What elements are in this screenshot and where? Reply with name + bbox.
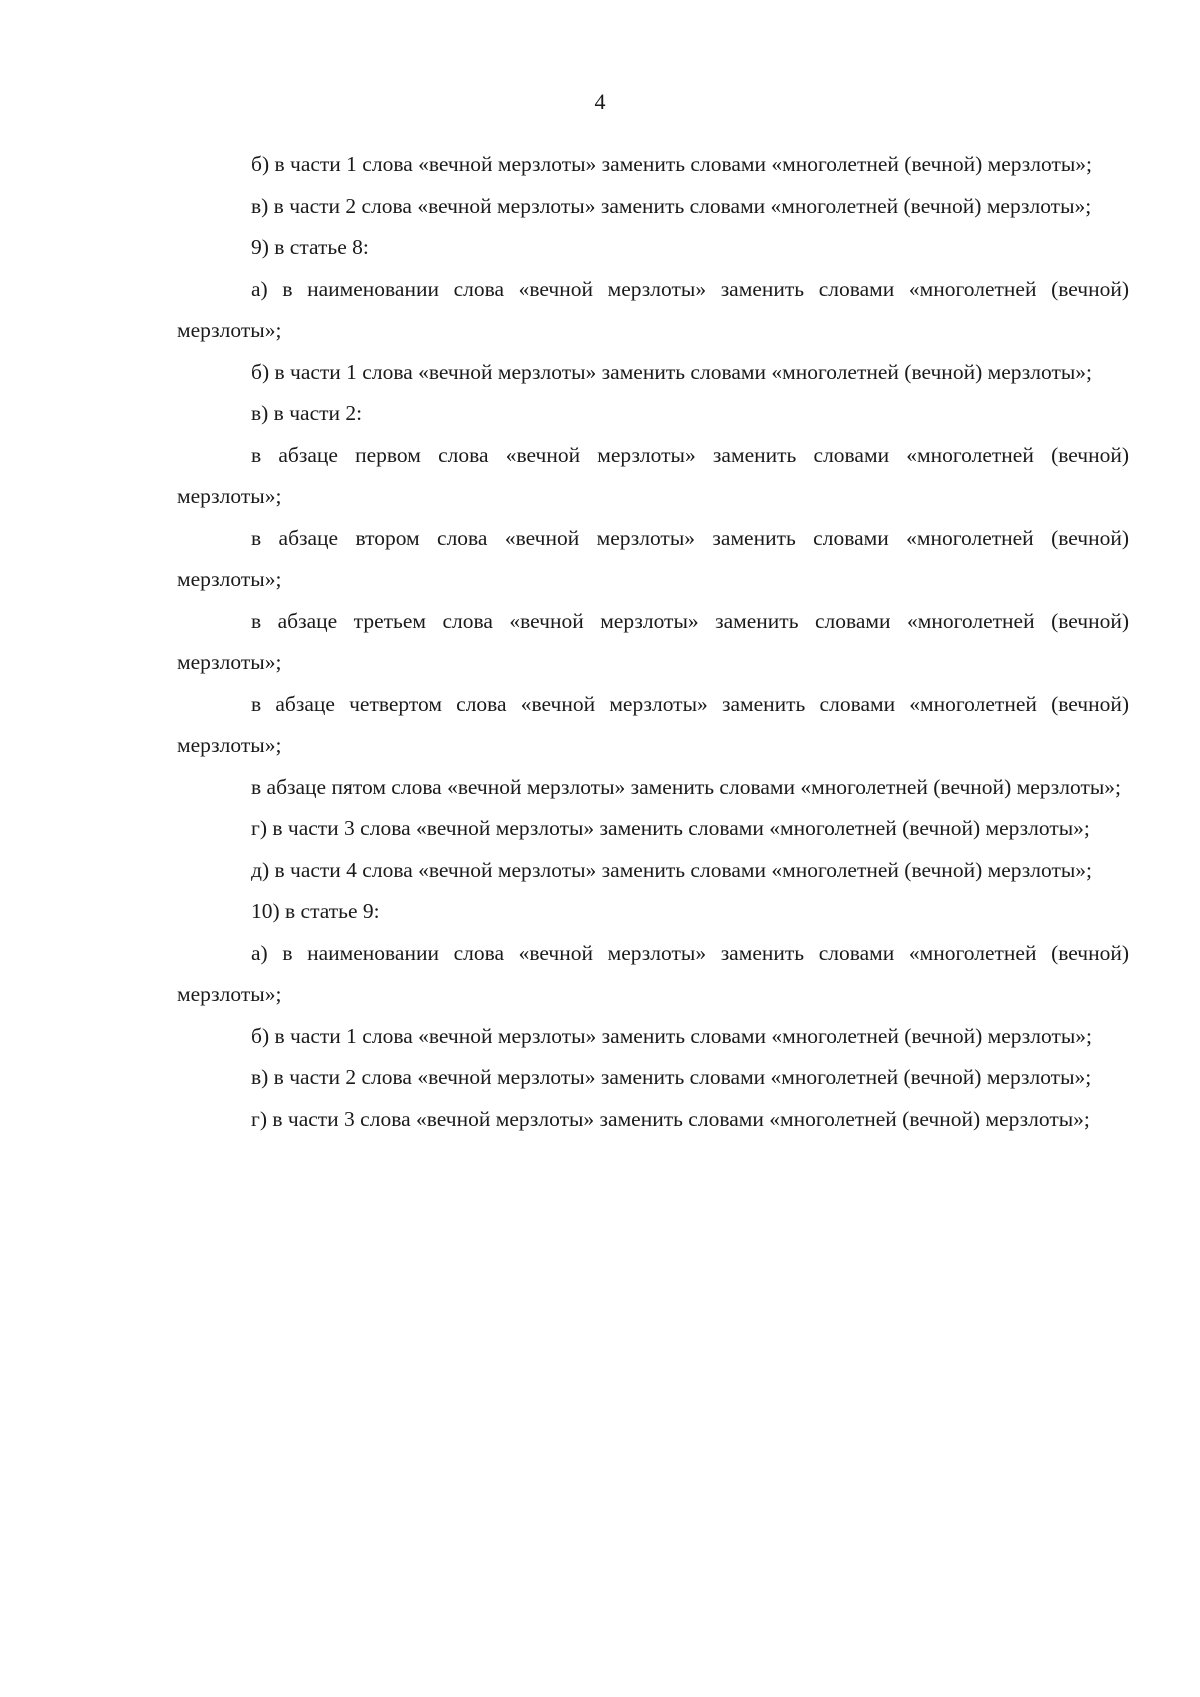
paragraph: в абзаце первом слова «вечной мерзлоты» заменить словами «многолетней (вечной) мерзлоты»; <box>177 442 1129 508</box>
subsection-heading: в) в части 2: <box>251 401 363 425</box>
paragraph: б) в части 1 слова «вечной мерзлоты» заменить словами «многолетней (вечной) мерзлоты»; <box>251 1023 1093 1048</box>
paragraph: г) в части 3 слова «вечной мерзлоты» заменить словами «многолетней (вечной) мерзлоты»; <box>251 816 1090 840</box>
paragraph: в абзаце втором слова «вечной мерзлоты» заменить словами «многолетней (вечной) мерзлоты»; <box>177 525 1129 591</box>
page-number: 4 <box>594 89 606 114</box>
paragraph: в) в части 2 слова «вечной мерзлоты» заменить словами «многолетней (вечной) мерзлоты»; <box>251 193 1092 218</box>
paragraph: в абзаце четвертом слова «вечной мерзлоты» заменить словами «многолетней (вечной) мерзлоты»; <box>177 691 1129 757</box>
article-heading: 10) в статье 9: <box>251 899 380 923</box>
article-heading: 9) в статье 8: <box>251 235 369 259</box>
paragraph: в абзаце третьем слова «вечной мерзлоты» заменить словами «многолетней (вечной) мерзлоты»; <box>177 608 1129 674</box>
paragraph: б) в части 1 слова «вечной мерзлоты» заменить словами «многолетней (вечной) мерзлоты»; <box>251 359 1093 384</box>
paragraph: а) в наименовании слова «вечной мерзлоты» заменить словами «многолетней (вечной) мерзлоты»; <box>177 276 1129 342</box>
paragraph: а) в наименовании слова «вечной мерзлоты» заменить словами «многолетней (вечной) мерзлоты»; <box>177 940 1129 1006</box>
paragraph: д) в части 4 слова «вечной мерзлоты» заменить словами «многолетней (вечной) мерзлоты»; <box>251 857 1093 882</box>
paragraph: б) в части 1 слова «вечной мерзлоты» заменить словами «многолетней (вечной) мерзлоты»; <box>251 152 1093 176</box>
paragraph: в абзаце пятом слова «вечной мерзлоты» заменить словами «многолетней (вечной) мерзлоты»; <box>251 774 1122 799</box>
document-body <box>177 144 1129 1140</box>
paragraph: в) в части 2 слова «вечной мерзлоты» заменить словами «многолетней (вечной) мерзлоты»; <box>251 1065 1092 1089</box>
paragraph: г) в части 3 слова «вечной мерзлоты» заменить словами «многолетней (вечной) мерзлоты»; <box>251 1106 1090 1131</box>
